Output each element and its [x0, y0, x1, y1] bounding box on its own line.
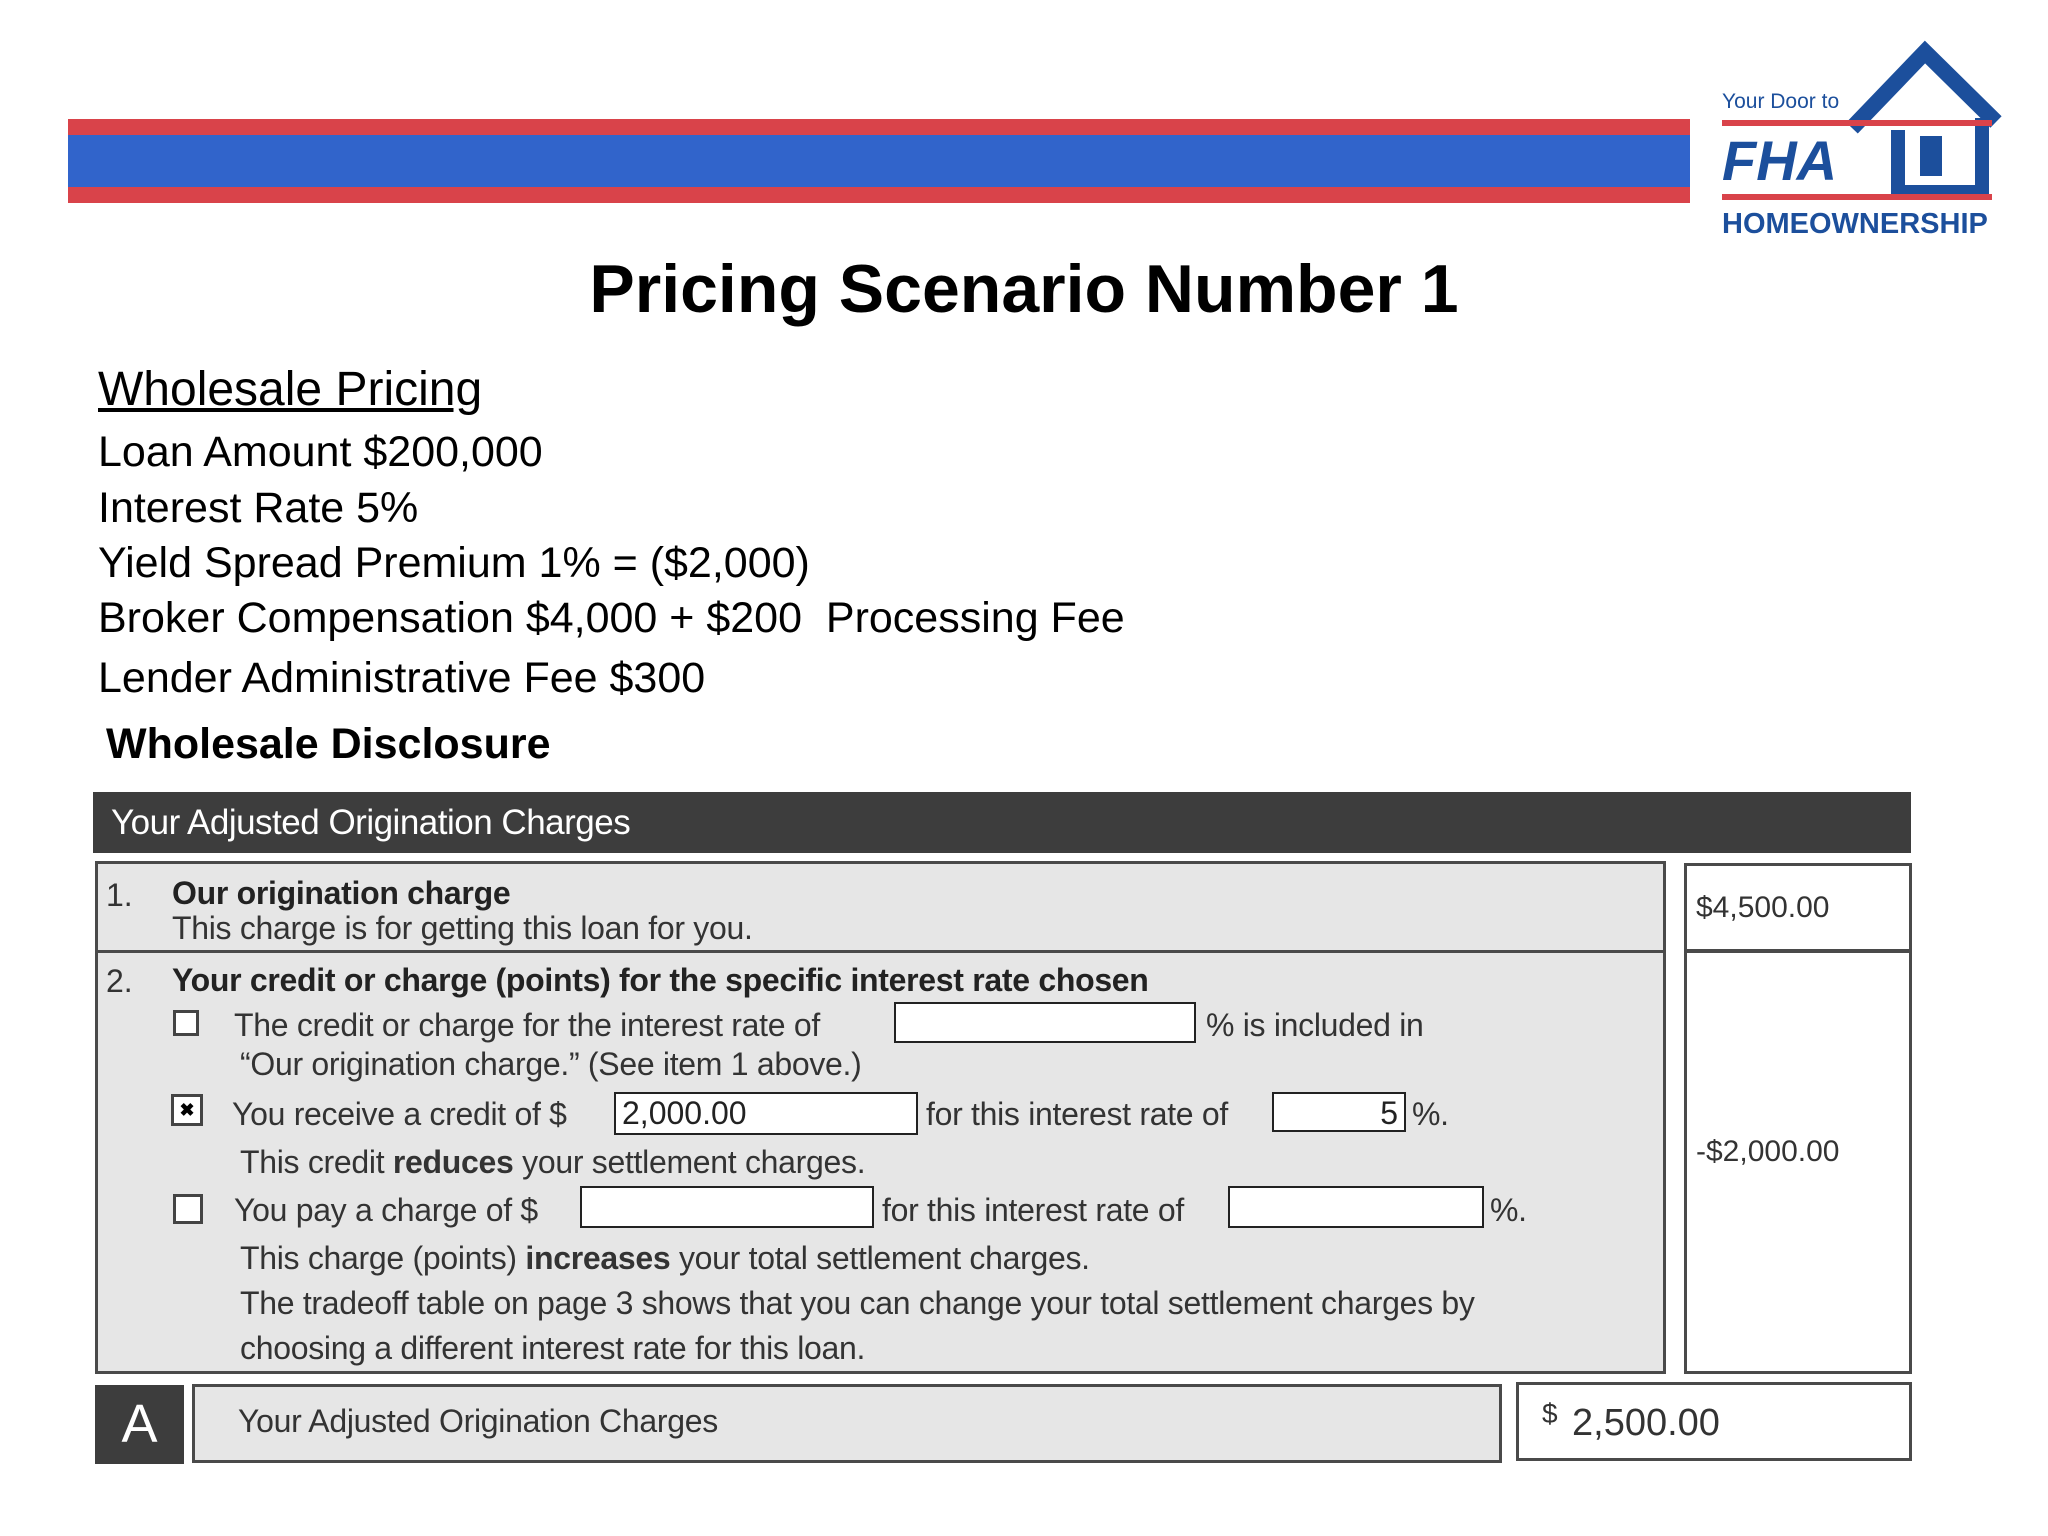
option3-rate-field[interactable] [1228, 1186, 1484, 1228]
item2-amount: -$2,000.00 [1696, 1135, 1840, 1168]
option2-text-b: for this interest rate of [926, 1096, 1228, 1132]
item1-number: 1. [106, 877, 133, 913]
tradeoff-line-1: The tradeoff table on page 3 shows that you can change your total settlement charges by [240, 1285, 1475, 1321]
item1-title: Our origination charge [172, 875, 511, 911]
option3-text-a: You pay a charge of $ [234, 1192, 538, 1228]
total-label: Your Adjusted Origination Charges [238, 1403, 718, 1439]
option2-note-b: your settlement charges. [522, 1144, 866, 1180]
option2-credit-field[interactable]: 2,000.00 [614, 1092, 918, 1135]
option2-note-a: This credit [240, 1144, 385, 1180]
total-currency: $ [1542, 1398, 1558, 1429]
option1-text-c: “Our origination charge.” (See item 1 above.) [240, 1046, 862, 1082]
option3-note-b: your total settlement charges. [678, 1240, 1090, 1276]
wholesale-disclosure-heading: Wholesale Disclosure [106, 720, 551, 768]
header-stripe-top-red [68, 119, 1690, 135]
option1-checkbox[interactable] [173, 1010, 199, 1036]
logo-homeownership-text: HOMEOWNERSHIP [1722, 208, 1988, 240]
fha-logo [1720, 40, 2010, 250]
option3-text-b: for this interest rate of [882, 1192, 1184, 1228]
option3-text-c: %. [1490, 1192, 1527, 1228]
header-stripe-blue [68, 135, 1690, 187]
logo-fha-text: FHA [1722, 129, 1838, 192]
item2-title: Your credit or charge (points) for the specific interest rate chosen [172, 962, 1149, 998]
interest-rate-line: Interest Rate 5% [98, 484, 419, 532]
option2-checkbox[interactable]: ✖ [171, 1094, 203, 1126]
option3-charge-field[interactable] [580, 1186, 874, 1228]
header-stripe-bottom-red [68, 187, 1690, 203]
tradeoff-line-2: choosing a different interest rate for this loan. [240, 1330, 866, 1366]
option2-note-bold: reduces [392, 1144, 514, 1180]
page-title: Pricing Scenario Number 1 [589, 251, 1459, 327]
wholesale-pricing-heading: Wholesale Pricing [98, 363, 483, 416]
loan-amount-line: Loan Amount $200,000 [98, 428, 543, 476]
option3-checkbox[interactable] [173, 1194, 203, 1224]
form-header: Your Adjusted Origination Charges [93, 792, 1911, 853]
option2-note [240, 1144, 865, 1181]
item1-amount: $4,500.00 [1696, 891, 1830, 924]
total-amount: 2,500.00 [1572, 1402, 1720, 1444]
broker-compensation-line: Broker Compensation $4,000 + $200 Processing Fee [98, 594, 1125, 642]
option2-text-c: %. [1412, 1096, 1449, 1132]
item1-desc: This charge is for getting this loan for you. [172, 910, 753, 946]
lender-fee-line: Lender Administrative Fee $300 [98, 654, 706, 702]
option3-note-bold: increases [525, 1240, 671, 1276]
yield-spread-line: Yield Spread Premium 1% = ($2,000) [98, 539, 810, 587]
option2-text-a: You receive a credit of $ [232, 1096, 567, 1132]
option3-note-a: This charge (points) [240, 1240, 517, 1276]
option1-rate-field[interactable] [894, 1002, 1196, 1043]
option1-text-b: % is included in [1206, 1007, 1424, 1043]
option1-text-a: The credit or charge for the interest rate of [234, 1007, 820, 1043]
section-letter-a: A [95, 1385, 184, 1464]
item2-number: 2. [106, 963, 133, 999]
logo-tagline: Your Door to [1722, 90, 1840, 113]
option2-rate-field[interactable]: 5 [1272, 1092, 1406, 1132]
option3-note [240, 1240, 1090, 1277]
